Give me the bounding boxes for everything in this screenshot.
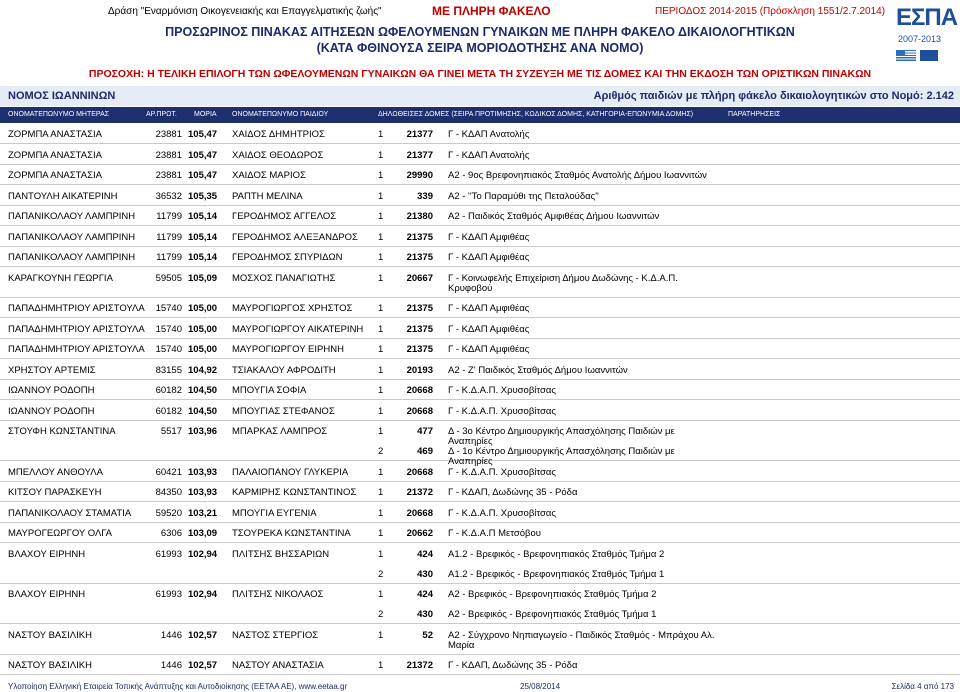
espa-logo-text: ΕΣΠΑ	[896, 4, 958, 31]
points: 105,47	[188, 129, 218, 141]
mother-name: ΣΤΟΥΦΗ ΚΩΝΣΤΑΝΤΙΝΑ	[8, 426, 116, 438]
child-name: ΜΠΟΥΓΙΑΣ ΣΤΕΦΑΝΟΣ	[232, 405, 335, 417]
header-notes: ΠΑΡΑΤΗΡΗΣΕΙΣ	[728, 111, 781, 118]
mother-name: ΚΑΡΑΓΚΟΥΝΗ ΓΕΩΡΓΙΑ	[8, 272, 113, 284]
table-row	[0, 339, 960, 359]
preference-order: 1	[378, 303, 384, 315]
children-count: Αριθμός παιδιών με πλήρη φάκελο δικαιολογητικών στο Νομό: 2.142	[593, 90, 954, 102]
facility-code: 20668	[406, 466, 433, 478]
protocol-number: 23881	[155, 170, 182, 182]
points: 102,57	[188, 629, 218, 641]
mother-name: ΠΑΝΤΟΥΛΗ ΑΙΚΑΤΕΡΙΝΗ	[8, 190, 118, 202]
facility-description-cont: Αναπηρίες	[448, 456, 493, 468]
protocol-number: 60182	[155, 385, 182, 397]
preference-order: 1	[378, 629, 384, 641]
facility-description: Α2 - 9ος Βρεφονηπιακός Σταθμός Ανατολής Δήμου Ιωαννιτών	[448, 170, 707, 182]
points: 102,94	[188, 548, 218, 560]
facility-description: Α2 - Ζ' Παιδικός Σταθμός Δήμου Ιωαννιτών	[448, 364, 628, 376]
points: 104,50	[188, 405, 218, 417]
facility-description: Γ - Κ.Δ.Α.Π. Χρυσοβίτσας	[448, 385, 556, 397]
child-name: ΜΟΣΧΟΣ ΠΑΝΑΓΙΩΤΗΣ	[232, 272, 336, 284]
child-name: ΝΑΣΤΟΥ ΑΝΑΣΤΑΣΙΑ	[232, 660, 324, 672]
protocol-number: 59505	[155, 272, 182, 284]
facility-description: Γ - ΚΔΑΠ Αμφιθέας	[448, 303, 530, 315]
mother-name: ΝΑΣΤΟΥ ΒΑΣΙΛΙΚΗ	[8, 629, 92, 641]
mother-name: ΙΩΑΝΝΟΥ ΡΟΔΟΠΗ	[8, 385, 95, 397]
footer-date: 25/08/2014	[520, 682, 561, 691]
header-child: ΟΝΟΜΑΤΕΠΩΝΥΜΟ ΠΑΙΔΙΟΥ	[232, 111, 329, 118]
points: 103,21	[188, 507, 218, 519]
header-mother: ΟΝΟΜΑΤΕΠΩΝΥΜΟ ΜΗΤΕΡΑΣ	[8, 111, 110, 118]
preference-order: 1	[378, 231, 384, 243]
espa-logo	[896, 4, 956, 62]
points: 105,47	[188, 149, 218, 161]
mother-name: ΠΑΠΑΔΗΜΗΤΡΙΟΥ ΑΡΙΣΤΟΥΛΑ	[8, 344, 145, 356]
child-name: ΧΑΙΔΟΣ ΔΗΜΗΤΡΙΟΣ	[232, 129, 325, 141]
table-row	[0, 523, 960, 543]
preference-order: 2	[378, 609, 384, 621]
results-table	[0, 124, 960, 675]
facility-code: 20668	[406, 507, 433, 519]
preference-order: 1	[378, 405, 384, 417]
table-row	[0, 144, 960, 164]
facility-code: 20668	[406, 405, 433, 417]
facility-code: 21377	[406, 149, 433, 161]
preference-order: 1	[378, 344, 384, 356]
table-row	[0, 318, 960, 338]
protocol-number: 11799	[156, 211, 182, 223]
mother-name: ΒΛΑΧΟΥ ΕΙΡΗΝΗ	[8, 548, 86, 560]
points: 103,93	[188, 487, 218, 499]
mother-name: ΖΟΡΜΠΑ ΑΝΑΣΤΑΣΙΑ	[8, 170, 102, 182]
facility-code: 477	[417, 426, 433, 438]
facility-description: Δ - 3ο Κέντρο Δημιουργικής Απασχόλησης Παιδιών με	[448, 426, 675, 438]
points: 104,50	[188, 385, 218, 397]
facility-code: 20193	[406, 364, 433, 376]
facility-description: Γ - Κ.Δ.Α.Π. Χρυσοβίτσας	[448, 507, 556, 519]
facility-code: 430	[417, 609, 433, 621]
protocol-number: 11799	[156, 252, 182, 264]
child-name: ΝΑΣΤΟΣ ΣΤΕΡΓΙΟΣ	[232, 629, 319, 641]
table-row	[0, 267, 960, 298]
mother-name: ΖΟΡΜΠΑ ΑΝΑΣΤΑΣΙΑ	[8, 129, 102, 141]
document-title: ΠΡΟΣΩΡΙΝΟΣ ΠΙΝΑΚΑΣ ΑΙΤΗΣΕΩΝ ΩΦΕΛΟΥΜΕΝΩΝ ΓΥΝΑΙΚΩΝ ΜΕ ΠΛΗΡΗ ΦΑΚΕΛΟ ΔΙΚΑΙΟΛΟΓΗΤΙΚΩΝ	[165, 25, 795, 39]
protocol-number: 15740	[155, 303, 182, 315]
document-subtitle: (ΚΑΤΑ ΦΘΙΝΟΥΣΑ ΣΕΙΡΑ ΜΟΡΙΟΔΟΤΗΣΗΣ ΑΝΑ ΝΟΜΟ)	[316, 41, 644, 55]
table-row	[0, 165, 960, 185]
protocol-number: 6306	[160, 528, 182, 540]
child-name: ΓΕΡΟΔΗΜΟΣ ΑΓΓΕΛΟΣ	[232, 211, 337, 223]
preference-order: 2	[378, 568, 384, 580]
table-row	[0, 655, 960, 675]
greek-flag-icon	[896, 50, 916, 61]
table-row	[0, 543, 960, 584]
child-name: ΜΠΑΡΚΑΣ ΛΑΜΠΡΟΣ	[232, 426, 328, 438]
child-name: ΤΣΟΥΡΕΚΑ ΚΩΝΣΤΑΝΤΙΝΑ	[232, 528, 351, 540]
table-row	[0, 624, 960, 655]
preference-order: 1	[378, 252, 384, 264]
child-name: ΜΑΥΡΟΓΙΩΡΓΟΣ ΧΡΗΣΤΟΣ	[232, 303, 353, 315]
facility-description: Γ - ΚΔΑΠ Ανατολής	[448, 129, 530, 141]
prefecture-bar	[0, 86, 960, 106]
protocol-number: 84350	[155, 487, 182, 499]
facility-code: 20662	[406, 528, 433, 540]
mother-name: ΜΑΥΡΟΓΕΩΡΓΟΥ ΟΛΓΑ	[8, 528, 112, 540]
table-row	[0, 461, 960, 481]
points: 104,92	[188, 364, 218, 376]
points: 103,96	[188, 426, 218, 438]
child-name: ΜΑΥΡΟΓΙΩΡΓΟΥ ΑΙΚΑΤΕΡΙΝΗ	[232, 323, 364, 335]
facility-code: 430	[417, 568, 433, 580]
points: 105,47	[188, 170, 218, 182]
protocol-number: 15740	[155, 344, 182, 356]
child-name: ΧΑΙΔΟΣ ΘΕΟΔΩΡΟΣ	[232, 149, 324, 161]
protocol-number: 83155	[155, 364, 182, 376]
preference-order: 1	[378, 190, 384, 202]
mother-name: ΠΑΠΑΝΙΚΟΛΑΟΥ ΛΑΜΠΡΙΝΗ	[8, 231, 136, 243]
child-name: ΡΑΠΤΗ ΜΕΛΙΝΑ	[232, 190, 303, 202]
facility-description: Α2 - Βρεφικός - Βρεφονηπιακός Σταθμός Τμήμα 2	[448, 589, 657, 601]
points: 105,35	[188, 190, 218, 202]
points: 105,09	[188, 272, 218, 284]
facility-description: Α2 - Σύγχρονο Νηπιαγωγείο - Παιδικός Σταθμός - Μπράχου Αλ.	[448, 629, 715, 641]
child-name: ΠΑΛΑΙΟΠΑΝΟΥ ΓΛΥΚΕΡΙΑ	[232, 466, 349, 478]
facility-description: Γ - Κ.Δ.Α.Π. Χρυσοβίτσας	[448, 466, 556, 478]
facility-code: 339	[417, 190, 433, 202]
table-row	[0, 400, 960, 420]
header-domes: ΔΗΛΩΘΕΙΣΕΣ ΔΟΜΕΣ (ΣΕΙΡΑ ΠΡΟΤΙΜΗΣΗΣ, ΚΩΔΙΚΟΣ ΔΟΜΗΣ, ΚΑΤΗΓΟΡΙΑ-ΕΠΩΝΥΜΙΑ ΔΟΜΗΣ)	[378, 111, 694, 118]
table-row	[0, 359, 960, 379]
preference-order: 1	[378, 660, 384, 672]
preference-order: 1	[378, 466, 384, 478]
mother-name: ΠΑΠΑΔΗΜΗΤΡΙΟΥ ΑΡΙΣΤΟΥΛΑ	[8, 323, 145, 335]
facility-code: 21375	[406, 303, 433, 315]
facility-code: 20667	[406, 272, 433, 284]
facility-description: Γ - Κ.Δ.Α.Π. Χρυσοβίτσας	[448, 405, 556, 417]
facility-code: 424	[417, 548, 433, 560]
facility-description: Α2 - Παιδικός Σταθμός Αμφιθέας Δήμου Ιωαννιτών	[448, 211, 660, 223]
table-row	[0, 185, 960, 205]
preference-order: 1	[378, 426, 384, 438]
facility-description: Γ - ΚΔΑΠ, Δωδώνης 35 - Ρόδα	[448, 487, 578, 499]
table-row	[0, 247, 960, 267]
preference-order: 1	[378, 211, 384, 223]
period-label: ΠΕΡΙΟΔΟΣ 2014-2015 (Πρόσκληση 1551/2.7.2014)	[655, 6, 886, 17]
facility-code: 21375	[406, 231, 433, 243]
mother-name: ΠΑΠΑΔΗΜΗΤΡΙΟΥ ΑΡΙΣΤΟΥΛΑ	[8, 303, 145, 315]
footer-page: Σελίδα 4 από 173	[891, 682, 954, 691]
points: 105,14	[188, 252, 218, 264]
protocol-number: 23881	[155, 129, 182, 141]
facility-description-cont: Μαρία	[448, 639, 475, 651]
mother-name: ΙΩΑΝΝΟΥ ΡΟΔΟΠΗ	[8, 405, 95, 417]
facility-code: 21372	[406, 487, 433, 499]
preference-order: 1	[378, 487, 384, 499]
facility-description: Α2 - ''Το Παραμύθι της Πεταλούδας''	[448, 190, 599, 202]
table-row	[0, 206, 960, 226]
preference-order: 1	[378, 528, 384, 540]
protocol-number: 60182	[155, 405, 182, 417]
points: 105,00	[188, 344, 218, 356]
protocol-number: 23881	[155, 149, 182, 161]
mother-name: ΒΛΑΧΟΥ ΕΙΡΗΝΗ	[8, 589, 86, 601]
facility-description-cont: Κρυφοβού	[448, 282, 493, 294]
child-name: ΚΑΡΜΙΡΗΣ ΚΩΝΣΤΑΝΤΙΝΟΣ	[232, 487, 357, 499]
points: 105,14	[188, 211, 218, 223]
preference-order: 1	[378, 589, 384, 601]
protocol-number: 61993	[155, 548, 182, 560]
facility-description: Γ - ΚΔΑΠ Ανατολής	[448, 149, 530, 161]
child-name: ΤΣΙΑΚΑΛΟΥ ΑΦΡΟΔΙΤΗ	[232, 364, 336, 376]
facility-description: Α1.2 - Βρεφικός - Βρεφονηπιακός Σταθμός Τμήμα 2	[448, 548, 665, 560]
preference-order: 1	[378, 364, 384, 376]
protocol-number: 36532	[155, 190, 182, 202]
protocol-number: 5517	[160, 426, 182, 438]
header-ar: ΑΡ.ΠΡΩΤ.	[146, 111, 177, 118]
protocol-number: 11799	[156, 231, 182, 243]
mother-name: ΝΑΣΤΟΥ ΒΑΣΙΛΙΚΗ	[8, 660, 92, 672]
mother-name: ΖΟΡΜΠΑ ΑΝΑΣΤΑΣΙΑ	[8, 149, 102, 161]
facility-description-cont: Αναπηρίες	[448, 436, 493, 448]
mother-name: ΚΙΤΣΟΥ ΠΑΡΑΣΚΕΥΗ	[8, 487, 102, 499]
table-header	[0, 107, 960, 123]
mother-name: ΠΑΠΑΝΙΚΟΛΑΟΥ ΣΤΑΜΑΤΙΑ	[8, 507, 132, 519]
table-row	[0, 584, 960, 625]
status-label: ΜΕ ΠΛΗΡΗ ΦΑΚΕΛΟ	[432, 4, 551, 18]
preference-order: 1	[378, 170, 384, 182]
preference-order: 1	[378, 507, 384, 519]
eu-flag-icon	[920, 50, 938, 61]
header-mor: ΜΟΡΙΑ	[194, 111, 217, 118]
footer-org: Υλοποίηση Ελληνική Εταιρεία Τοπικής Ανάπτυξης και Αυτοδιοίκησης (ΕΕΤΑΑ ΑΕ), www.eetaa.gr	[8, 682, 348, 691]
preference-order: 1	[378, 272, 384, 284]
facility-description: Α1.2 - Βρεφικός - Βρεφονηπιακός Σταθμός Τμήμα 1	[448, 568, 665, 580]
facility-description: Γ - Κοινωφελής Επιχείριση Δήμου Δωδώνης - Κ.Δ.Α.Π.	[448, 272, 678, 284]
child-name: ΓΕΡΟΔΗΜΟΣ ΣΠΥΡΙΔΩΝ	[232, 252, 343, 264]
facility-description: Γ - Κ.Δ.Α.Π Μετσόβου	[448, 528, 541, 540]
protocol-number: 1446	[160, 660, 182, 672]
points: 103,93	[188, 466, 218, 478]
facility-code: 21375	[406, 323, 433, 335]
espa-logo-years: 2007-2013	[898, 34, 942, 44]
table-row	[0, 421, 960, 468]
facility-code: 29990	[406, 170, 433, 182]
protocol-number: 15740	[155, 323, 182, 335]
facility-code: 469	[417, 446, 433, 458]
facility-description: Γ - ΚΔΑΠ Αμφιθέας	[448, 252, 530, 264]
child-name: ΜΑΥΡΟΓΙΩΡΓΟΥ ΕΙΡΗΝΗ	[232, 344, 344, 356]
points: 105,00	[188, 303, 218, 315]
protocol-number: 59520	[155, 507, 182, 519]
table-row	[0, 482, 960, 502]
table-row	[0, 226, 960, 246]
facility-code: 21375	[406, 252, 433, 264]
protocol-number: 61993	[155, 589, 182, 601]
facility-description: Δ - 1ο Κέντρο Δημιουργικής Απασχόλησης Παιδιών με	[448, 446, 675, 458]
table-row	[0, 298, 960, 318]
preference-order: 1	[378, 548, 384, 560]
points: 105,00	[188, 323, 218, 335]
preference-order: 1	[378, 385, 384, 397]
protocol-number: 60421	[155, 466, 182, 478]
table-row	[0, 380, 960, 400]
preference-order: 1	[378, 129, 384, 141]
child-name: ΓΕΡΟΔΗΜΟΣ ΑΛΕΞΑΝΔΡΟΣ	[232, 231, 358, 243]
mother-name: ΜΠΕΛΛΟΥ ΑΝΘΟΥΛΑ	[8, 466, 103, 478]
preference-order: 2	[378, 446, 384, 458]
facility-code: 21380	[406, 211, 433, 223]
facility-code: 21377	[406, 129, 433, 141]
mother-name: ΠΑΠΑΝΙΚΟΛΑΟΥ ΛΑΜΠΡΙΝΗ	[8, 211, 136, 223]
facility-code: 21375	[406, 344, 433, 356]
protocol-number: 1446	[160, 629, 182, 641]
child-name: ΠΛΙΤΣΗΣ ΝΙΚΟΛΑΟΣ	[232, 589, 324, 601]
facility-description: Γ - ΚΔΑΠ, Δωδώνης 35 - Ρόδα	[448, 660, 578, 672]
points: 102,94	[188, 589, 218, 601]
points: 102,57	[188, 660, 218, 672]
facility-description: Α2 - Βρεφικός - Βρεφονηπιακός Σταθμός Τμήμα 1	[448, 609, 657, 621]
child-name: ΠΛΙΤΣΗΣ ΒΗΣΣΑΡΙΩΝ	[232, 548, 330, 560]
top-info-bar	[0, 0, 960, 20]
preference-order: 1	[378, 323, 384, 335]
child-name: ΜΠΟΥΓΙΑ ΣΟΦΙΑ	[232, 385, 307, 397]
facility-description: Γ - ΚΔΑΠ Αμφιθέας	[448, 231, 530, 243]
action-label: Δράση "Εναρμόνιση Οικογενειακής και Επαγγελματικής ζωής"	[108, 6, 382, 17]
table-row	[0, 502, 960, 522]
facility-code: 20668	[406, 385, 433, 397]
mother-name: ΠΑΠΑΝΙΚΟΛΑΟΥ ΛΑΜΠΡΙΝΗ	[8, 252, 136, 264]
facility-description: Γ - ΚΔΑΠ Αμφιθέας	[448, 323, 530, 335]
preference-order: 1	[378, 149, 384, 161]
facility-code: 52	[422, 629, 433, 641]
facility-code: 21372	[406, 660, 433, 672]
points: 105,14	[188, 231, 218, 243]
points: 103,09	[188, 528, 218, 540]
facility-code: 424	[417, 589, 433, 601]
table-row	[0, 124, 960, 144]
child-name: ΧΑΙΔΟΣ ΜΑΡΙΟΣ	[232, 170, 306, 182]
facility-description: Γ - ΚΔΑΠ Αμφιθέας	[448, 344, 530, 356]
prefecture-name: ΝΟΜΟΣ ΙΩΑΝΝΙΝΩΝ	[8, 90, 116, 102]
mother-name: ΧΡΗΣΤΟΥ ΑΡΤΕΜΙΣ	[8, 364, 96, 376]
warning-notice: ΠΡΟΣΟΧΗ: Η ΤΕΛΙΚΗ ΕΠΙΛΟΓΗ ΤΩΝ ΩΦΕΛΟΥΜΕΝΩΝ ΓΥΝΑΙΚΩΝ ΘΑ ΓΙΝΕΙ ΜΕΤΑ ΤΗ ΣΥΖΕΥΞΗ ΜΕ ΤΙΣ ΔΟΜΕΣ ΚΑΙ ΤΗΝ ΕΚΔΟΣΗ ΤΩΝ ΟΡΙΣΤΙΚΩΝ ΠΙΝΑΚΩΝ	[88, 68, 872, 80]
child-name: ΜΠΟΥΓΙΑ ΕΥΓΕΝΙΑ	[232, 507, 317, 519]
